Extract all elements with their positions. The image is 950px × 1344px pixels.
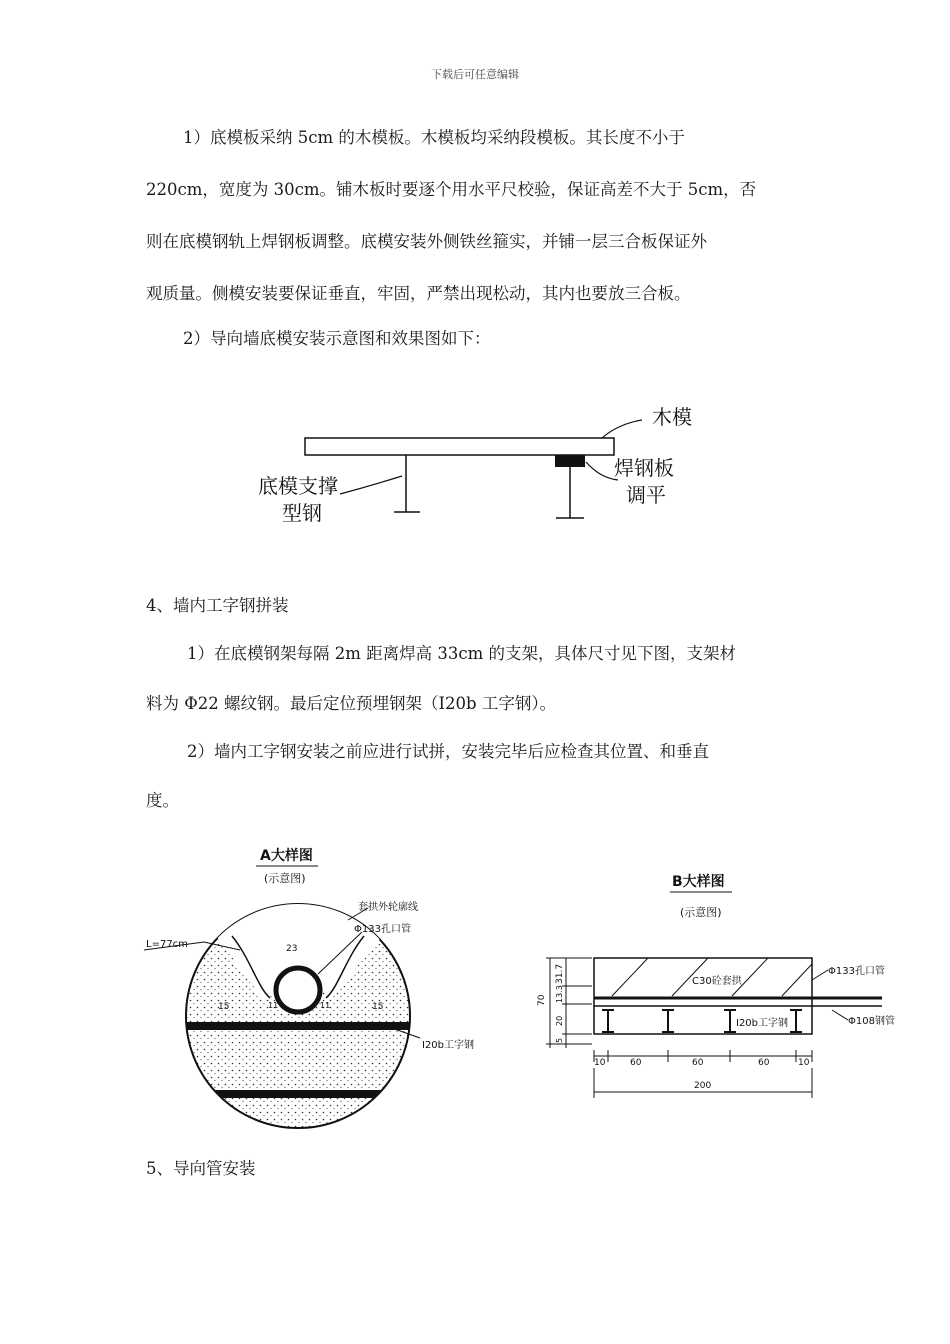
- detail-b-diagram: [532, 860, 902, 1110]
- figB-subtitle: (示意图): [680, 906, 722, 919]
- figB-label-concrete: C30砼套拱: [692, 976, 742, 987]
- figB-dim-20: 20: [555, 1015, 564, 1026]
- figB-label-pipe108: Φ108钢管: [848, 1016, 895, 1027]
- paragraph-4-line-1: 2）墙内工字钢安装之前应进行试拼，安装完毕后应检查其位置、和垂直: [187, 742, 709, 761]
- paragraph-1-line-4: 观质量。侧模安装要保证垂直，牢固，严禁出现松动，其内也要放三合板。: [146, 284, 691, 303]
- i-beam-upper: [180, 1022, 420, 1030]
- figA-subtitle: (示意图): [264, 872, 306, 885]
- figA-dim-15b: 15: [372, 1002, 384, 1012]
- figB-dim-70: 70: [537, 994, 547, 1006]
- page-header: 下载后可任意编辑: [431, 68, 519, 81]
- figB-dim-10a: 10: [594, 1058, 606, 1068]
- figB-dim-317: 31.7: [555, 963, 565, 984]
- paragraph-1-line-1: 1）底模板采纳 5cm 的木模板。木模板均采纳段模板。其长度不小于: [183, 128, 685, 147]
- paragraph-3-line-1: 1）在底模钢架每隔 2m 距离焊高 33cm 的支架，具体尺寸见下图，支架材: [187, 644, 737, 663]
- figA-dim-11b: 11: [320, 1001, 331, 1010]
- figA-label-pipe: Φ133孔口管: [354, 924, 411, 935]
- support-leader: [340, 476, 402, 494]
- figB-dim-10b: 10: [798, 1058, 810, 1068]
- i-beam-lower: [180, 1090, 420, 1098]
- detail-a-diagram: [140, 838, 480, 1138]
- figB-dim-60a: 60: [630, 1058, 642, 1068]
- paragraph-2: 2）导向墙底模安装示意图和效果图如下：: [183, 329, 491, 348]
- figB-title: B大样图: [672, 874, 725, 890]
- figA-dim-11a: 11: [268, 1001, 279, 1010]
- figB-label-pipe133: Φ133孔口管: [828, 966, 885, 977]
- label-wood: 木模: [652, 405, 692, 429]
- section-4-heading: 4、墙内工字钢拼装: [146, 596, 289, 615]
- paragraph-1-line-2: 220cm，宽度为 30cm。铺木板时要逐个用水平尺校验，保证高差不大于 5cm，否: [146, 180, 757, 199]
- wood-leader: [602, 420, 642, 438]
- label-support-2: 型钢: [282, 501, 322, 525]
- label-weld-2: 调平: [626, 483, 666, 507]
- label-weld-1: 焊钢板: [614, 456, 674, 480]
- figB-dim-133: 13.3: [555, 985, 564, 1003]
- section-5-heading: 5、导向管安装: [146, 1159, 256, 1178]
- figB-dim-200: 200: [694, 1081, 712, 1091]
- figB-dim-5: 5: [555, 1037, 564, 1043]
- wood-board: [305, 438, 614, 455]
- figA-dim-15a: 15: [218, 1002, 230, 1012]
- formwork-diagram: [240, 390, 710, 530]
- figA-label-outline: 套拱外轮廓线: [358, 902, 418, 913]
- figB-dim-60b: 60: [692, 1058, 704, 1068]
- paragraph-3-line-2: 料为 Φ22 螺纹钢。最后定位预埋钢架（I20b 工字钢）。: [146, 694, 557, 713]
- orifice-pipe: [276, 968, 320, 1012]
- figA-title: A大样图: [260, 848, 313, 864]
- figA-label-beam: I20b工字钢: [422, 1040, 475, 1051]
- weld-plate: [555, 455, 585, 467]
- paragraph-1-line-3: 则在底模钢轨上焊钢板调整。底模安装外侧铁丝箍实，并铺一层三合板保证外: [146, 232, 707, 251]
- label-support-1: 底模支撑: [258, 474, 338, 498]
- figB-dim-60c: 60: [758, 1058, 770, 1068]
- figA-dim-23: 23: [286, 944, 298, 954]
- figB-label-beam: I20b工字钢: [736, 1018, 789, 1029]
- paragraph-4-line-2: 度。: [146, 791, 179, 810]
- figA-label-length: L=77cm: [146, 939, 188, 950]
